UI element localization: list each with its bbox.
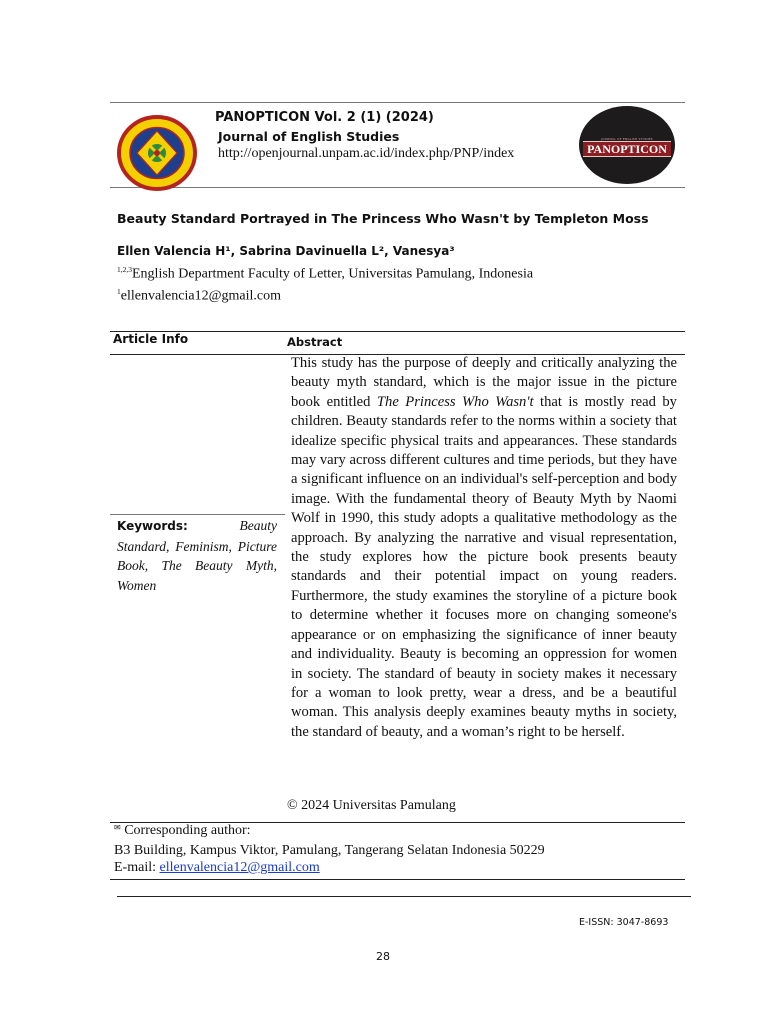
journal-volume: PANOPTICON Vol. 2 (1) (2024) [215, 110, 434, 125]
corresponding-bottom-rule [110, 879, 685, 880]
panopticon-logo [579, 106, 675, 184]
page-number: 28 [376, 950, 390, 963]
copyright: © 2024 Universitas Pamulang [287, 798, 456, 813]
panopticon-logo-subtext: JOURNAL OF ENGLISH STUDIES [601, 137, 653, 141]
corresponding-address: B3 Building, Kampus Viktor, Pamulang, Tangerang Selatan Indonesia 50229 [114, 843, 545, 858]
article-affiliation [117, 265, 533, 283]
journal-name: Journal of English Studies [218, 129, 400, 144]
affiliation-superscript: 1,2,3 [117, 265, 132, 274]
keywords-block [117, 516, 277, 595]
keywords-top-rule [110, 514, 285, 515]
footer-rule [117, 896, 691, 897]
journal-url[interactable]: http://openjournal.unpam.ac.id/index.php/PNP/index [218, 146, 515, 161]
abstract-text-part1: This study has the purpose of deeply and critically analyzing the beauty myth standard, which is the major issue in the picture book entitled [291, 355, 677, 410]
article-title: Beauty Standard Portrayed in The Princess Who Wasn't by Templeton Moss [117, 211, 649, 226]
corresponding-email-link[interactable]: ellenvalencia12@gmail.com [159, 860, 320, 875]
keywords-label: Keywords: [117, 519, 188, 533]
article-authors: Ellen Valencia H¹, Sabrina Davinuella L², Vanesya³ [117, 244, 455, 258]
email-text[interactable]: ellenvalencia12@gmail.com [120, 288, 281, 304]
eissn: E-ISSN: 3047-8693 [579, 917, 669, 928]
email-superscript: 1 [117, 287, 121, 296]
article-email [117, 287, 281, 305]
abstract-heading: Abstract [287, 335, 343, 349]
article-info-heading: Article Info [113, 332, 189, 346]
abstract-text-part2: that is mostly read by children. Beauty standards refer to the norms within a society that idealize specific physical traits and appearances. These standards may vary across different cultures and time periods, but they have a significant influence on an individual's self-perception and body image. With the fundamental theory of Beauty Myth by Naomi Wolf in 1990, this study adopts a qualitative methodology as the approach. By analyzing the narrative and visual representation, the study explores how the picture book presents beauty standards and their potential impact on young readers. Furthermore, the study examines the storyline of a picture book to determine whether it focuses more on changing someone's appearance or on emphasizing the significance of inner beauty and individuality. Beauty is becoming an oppression for women in society. The standard of beauty in society makes it necessary for a woman to look pretty, wear a dress, and be a beautiful woman. This analysis deeply examines beauty myths in society, the standard of beauty, and a woman’s right to be herself. [291, 393, 677, 740]
abstract-body [291, 354, 677, 742]
keywords-list: Beauty Standard, Feminism, Picture Book, The Beauty Myth, Women [117, 518, 277, 593]
corresponding-label: Corresponding author: [124, 823, 251, 838]
affiliation-text: English Department Faculty of Letter, Universitas Pamulang, Indonesia [132, 266, 534, 282]
university-logo [117, 115, 197, 191]
table-top-rule [110, 331, 685, 332]
abstract-book-title: The Princess Who Wasn't [376, 393, 534, 410]
corresponding-email-line [114, 860, 320, 876]
corresponding-author-line [114, 823, 251, 839]
envelope-icon: ✉ [114, 823, 121, 832]
header-top-rule [110, 102, 685, 103]
panopticon-logo-text: PANOPTICON [583, 141, 671, 157]
corresponding-email-label: E-mail: [114, 860, 160, 875]
